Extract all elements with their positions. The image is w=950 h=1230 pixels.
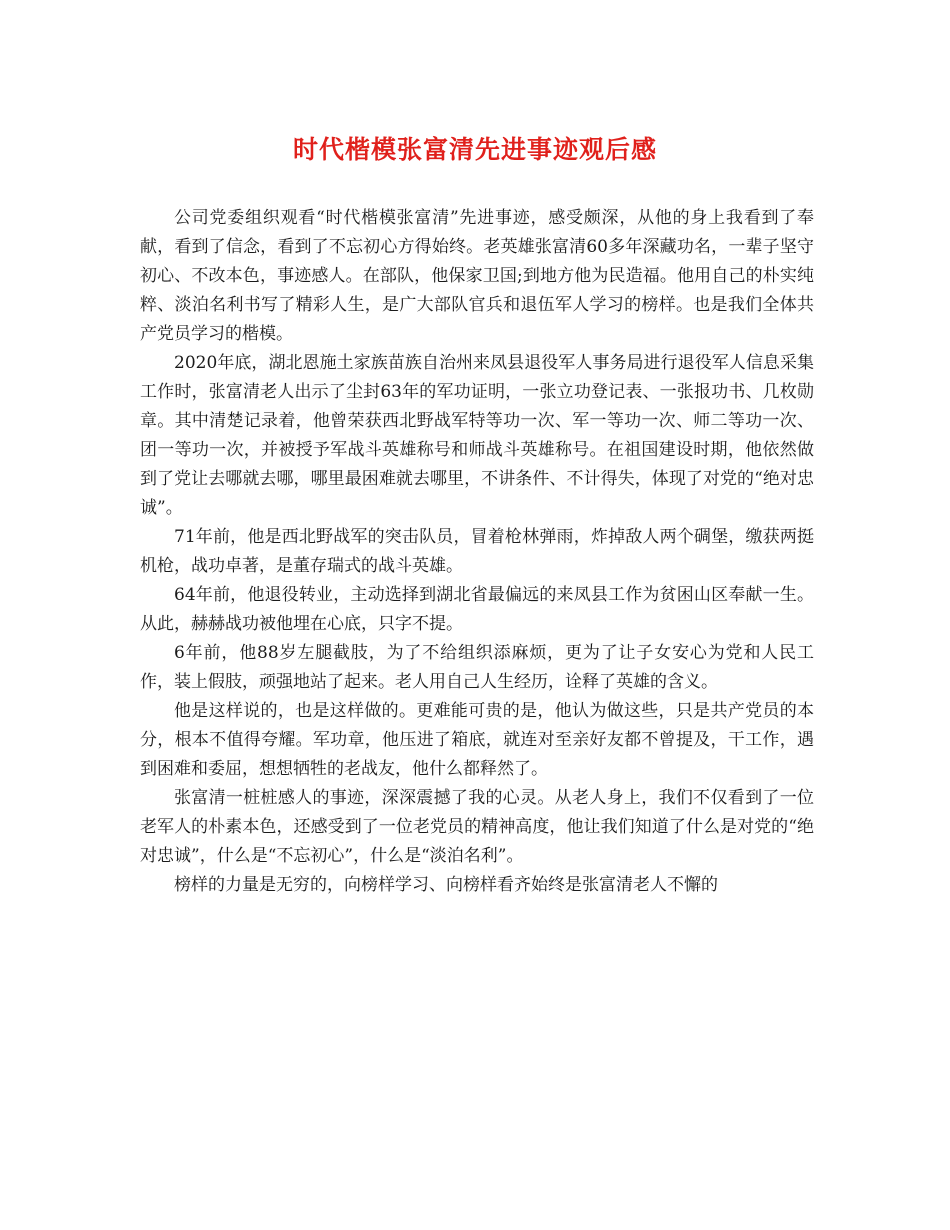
paragraph: 71年前，他是西北野战军的突击队员，冒着枪林弹雨，炸掉敌人两个碉堡，缴获两挺机枪，战功卓著，是董存瑞式的战斗英雄。 (140, 527, 814, 576)
document-title: 时代楷模张富清先进事迹观后感 (292, 135, 657, 164)
document-body (140, 204, 814, 900)
paragraph: 榜样的力量是无穷的，向榜样学习、向榜样看齐始终是张富清老人不懈的 (174, 875, 718, 895)
paragraph: 64年前，他退役转业，主动选择到湖北省最偏远的来凤县工作为贫困山区奉献一生。从此，赫赫战功被他埋在心底，只字不提。 (140, 585, 814, 634)
paragraph: 张富清一桩桩感人的事迹，深深震撼了我的心灵。从老人身上，我们不仅看到了一位老军人的朴素本色，还感受到了一位老党员的精神高度，他让我们知道了什么是对党的“绝对忠诚”，什么是“不忘初心”，什么是“淡泊名利”。 (140, 788, 814, 866)
paragraph: 他是这样说的，也是这样做的。更难能可贵的是，他认为做这些，只是共产党员的本分，根本不值得夸耀。军功章，他压进了箱底，就连对至亲好友都不曾提及，干工作，遇到困难和委屈，想想牺牲的老战友，他什么都释然了。 (140, 701, 814, 779)
paragraph: 6年前，他88岁左腿截肢，为了不给组织添麻烦，更为了让子女安心为党和人民工作，装上假肢，顽强地站了起来。老人用自己人生经历，诠释了英雄的含义。 (140, 643, 814, 692)
paragraph: 2020年底，湖北恩施土家族苗族自治州来凤县退役军人事务局进行退役军人信息采集工作时，张富清老人出示了尘封63年的军功证明，一张立功登记表、一张报功书、几枚勋章。其中清楚记录着，他曾荣获西北野战军特等功一次、军一等功一次、师二等功一次、团一等功一次，并被授予军战斗英雄称号和师战斗英雄称号。在祖国建设时期，他依然做到了党让去哪就去哪，哪里最困难就去哪里，不讲条件、不计得失，体现了对党的“绝对忠诚”。 (140, 353, 814, 518)
paragraph: 公司党委组织观看“时代楷模张富清”先进事迹，感受颇深，从他的身上我看到了奉献，看到了信念，看到了不忘初心方得始终。老英雄张富清60多年深藏功名，一辈子坚守初心、不改本色，事迹感人。在部队，他保家卫国;到地方他为民造福。他用自己的朴实纯粹、淡泊名利书写了精彩人生，是广大部队官兵和退伍军人学习的榜样。也是我们全体共产党员学习的楷模。 (140, 208, 814, 344)
